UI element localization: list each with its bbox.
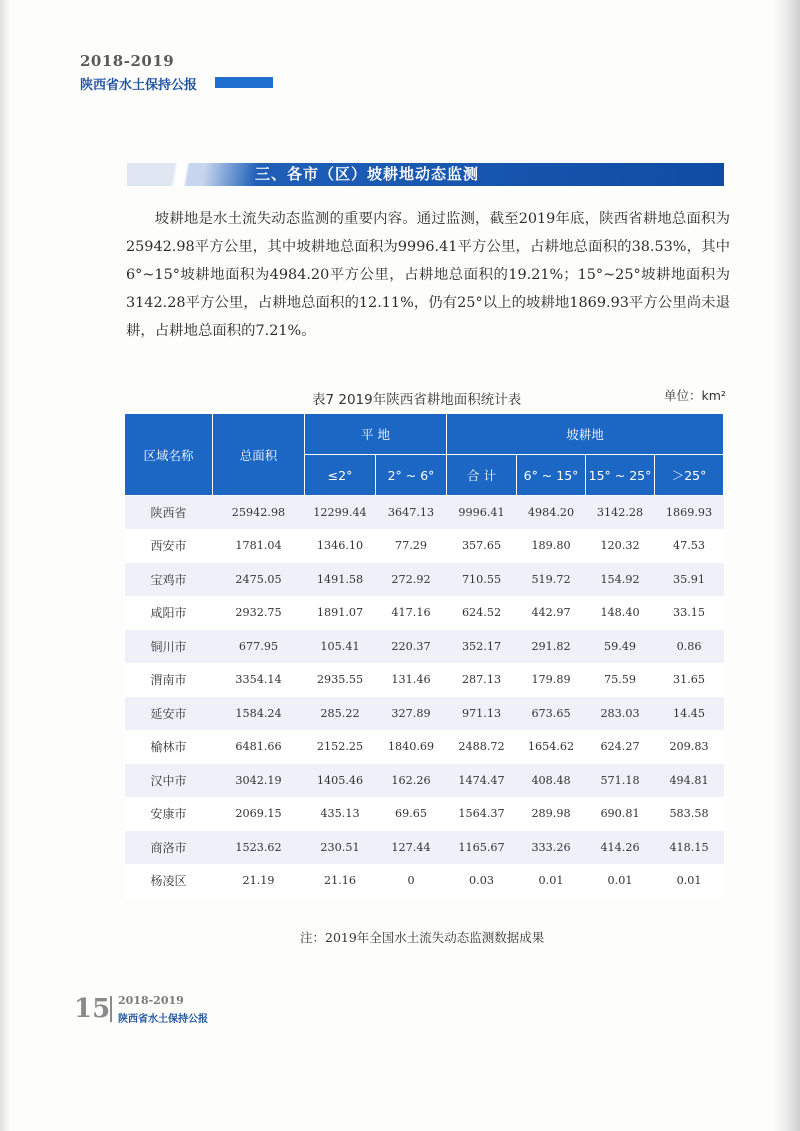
footer-year: 2018-2019: [118, 994, 184, 1007]
cell-slope-sum: 357.65: [447, 529, 517, 563]
cell-slope-gt25: 0.01: [655, 864, 724, 898]
body-paragraph: [126, 205, 730, 345]
cell-region: 杨凌区: [125, 864, 213, 898]
cell-total: 25942.98: [213, 496, 305, 530]
table-row: [125, 563, 724, 597]
cell-slope-15-25: 690.81: [586, 797, 655, 831]
header-total: 总面积: [213, 414, 305, 496]
farmland-area-table: [124, 413, 724, 898]
cell-flat-lt2: 435.13: [305, 797, 376, 831]
cell-slope-15-25: 414.26: [586, 831, 655, 865]
cell-slope-15-25: 571.18: [586, 764, 655, 798]
cell-total: 3042.19: [213, 764, 305, 798]
cell-slope-6-15: 189.80: [517, 529, 586, 563]
cell-slope-6-15: 442.97: [517, 596, 586, 630]
cell-slope-gt25: 209.83: [655, 730, 724, 764]
cell-flat-2-6: 417.16: [376, 596, 447, 630]
cell-flat-2-6: 1840.69: [376, 730, 447, 764]
cell-total: 2475.05: [213, 563, 305, 597]
table-row: [125, 697, 724, 731]
cell-total: 1781.04: [213, 529, 305, 563]
cell-region: 渭南市: [125, 663, 213, 697]
cell-flat-lt2: 230.51: [305, 831, 376, 865]
cell-region: 安康市: [125, 797, 213, 831]
cell-slope-gt25: 47.53: [655, 529, 724, 563]
cell-slope-6-15: 4984.20: [517, 496, 586, 530]
cell-slope-sum: 1474.47: [447, 764, 517, 798]
cell-slope-gt25: 583.58: [655, 797, 724, 831]
cell-slope-sum: 352.17: [447, 630, 517, 664]
scan-left-shadow: [0, 0, 10, 1131]
header-flat: 平 地: [305, 414, 447, 455]
cell-region: 延安市: [125, 697, 213, 731]
cell-slope-15-25: 3142.28: [586, 496, 655, 530]
header-flat-2-6: 2° ~ 6°: [376, 455, 447, 496]
cell-slope-gt25: 494.81: [655, 764, 724, 798]
cell-flat-lt2: 1346.10: [305, 529, 376, 563]
cell-slope-gt25: 14.45: [655, 697, 724, 731]
cell-flat-lt2: 285.22: [305, 697, 376, 731]
header-year: 2018-2019: [80, 52, 175, 70]
header-slope-sum: 合 计: [447, 455, 517, 496]
cell-region: 汉中市: [125, 764, 213, 798]
cell-slope-sum: 2488.72: [447, 730, 517, 764]
cell-slope-sum: 1165.67: [447, 831, 517, 865]
cell-flat-2-6: 272.92: [376, 563, 447, 597]
cell-total: 1584.24: [213, 697, 305, 731]
cell-flat-2-6: 131.46: [376, 663, 447, 697]
cell-flat-2-6: 3647.13: [376, 496, 447, 530]
table-row: [125, 864, 724, 898]
cell-flat-lt2: 1405.46: [305, 764, 376, 798]
cell-slope-gt25: 33.15: [655, 596, 724, 630]
cell-flat-lt2: 1491.58: [305, 563, 376, 597]
header-region: 区域名称: [125, 414, 213, 496]
cell-total: 3354.14: [213, 663, 305, 697]
table-row: [125, 596, 724, 630]
footer-divider: [110, 996, 112, 1022]
cell-flat-2-6: 162.26: [376, 764, 447, 798]
table-row: [125, 663, 724, 697]
cell-total: 21.19: [213, 864, 305, 898]
cell-slope-15-25: 148.40: [586, 596, 655, 630]
cell-total: 677.95: [213, 630, 305, 664]
table-caption: 表7 2019年陕西省耕地面积统计表: [312, 392, 522, 408]
table-row: [125, 630, 724, 664]
cell-region: 榆林市: [125, 730, 213, 764]
cell-flat-lt2: 21.16: [305, 864, 376, 898]
section-title: 三、各市（区）坡耕地动态监测: [255, 165, 480, 183]
cell-slope-sum: 624.52: [447, 596, 517, 630]
cell-region: 陕西省: [125, 496, 213, 530]
header-slope-15-25: 15° ~ 25°: [586, 455, 655, 496]
page-number: 15: [74, 994, 111, 1024]
cell-flat-2-6: 327.89: [376, 697, 447, 731]
cell-slope-6-15: 179.89: [517, 663, 586, 697]
cell-slope-15-25: 283.03: [586, 697, 655, 731]
table-note: 注：2019年全国水土流失动态监测数据成果: [300, 930, 545, 945]
cell-flat-lt2: 12299.44: [305, 496, 376, 530]
table-unit: 单位：km²: [664, 388, 726, 403]
table-row: [125, 730, 724, 764]
cell-slope-gt25: 0.86: [655, 630, 724, 664]
cell-flat-lt2: 2152.25: [305, 730, 376, 764]
footer-title: 陕西省水土保持公报: [118, 1014, 208, 1025]
cell-slope-6-15: 289.98: [517, 797, 586, 831]
cell-slope-15-25: 120.32: [586, 529, 655, 563]
header-slope-6-15: 6° ~ 15°: [517, 455, 586, 496]
cell-slope-sum: 1564.37: [447, 797, 517, 831]
cell-slope-sum: 710.55: [447, 563, 517, 597]
cell-slope-sum: 971.13: [447, 697, 517, 731]
cell-flat-lt2: 1891.07: [305, 596, 376, 630]
cell-total: 2069.15: [213, 797, 305, 831]
cell-region: 铜川市: [125, 630, 213, 664]
cell-slope-6-15: 291.82: [517, 630, 586, 664]
scan-right-shadow: [772, 0, 800, 1131]
cell-slope-sum: 287.13: [447, 663, 517, 697]
cell-region: 宝鸡市: [125, 563, 213, 597]
paragraph-text: 坡耕地是水土流失动态监测的重要内容。通过监测，截至2019年底，陕西省耕地总面积为25942.98平方公里，其中坡耕地总面积为9996.41平方公里，占耕地总面积的38.53%，其中6°~15°坡耕地面积为4984.20平方公里，占耕地总面积的19.21%；15°~25°坡耕地面积为3142.28平方公里，占耕地总面积的12.11%，仍有25°以上的坡耕地1869.93平方公里尚未退耕，占耕地总面积的7.21%。: [126, 211, 730, 339]
cell-flat-2-6: 69.65: [376, 797, 447, 831]
header-title: 陕西省水土保持公报: [80, 78, 198, 93]
cell-slope-6-15: 408.48: [517, 764, 586, 798]
table-row: [125, 496, 724, 530]
cell-slope-6-15: 519.72: [517, 563, 586, 597]
cell-flat-2-6: 77.29: [376, 529, 447, 563]
cell-slope-sum: 0.03: [447, 864, 517, 898]
cell-slope-15-25: 75.59: [586, 663, 655, 697]
cell-flat-2-6: 127.44: [376, 831, 447, 865]
table-row: [125, 797, 724, 831]
cell-slope-sum: 9996.41: [447, 496, 517, 530]
header-slope-gt25: ＞25°: [655, 455, 724, 496]
header-flat-lt2: ≤2°: [305, 455, 376, 496]
table-row: [125, 831, 724, 865]
cell-slope-gt25: 418.15: [655, 831, 724, 865]
cell-slope-gt25: 31.65: [655, 663, 724, 697]
cell-slope-6-15: 1654.62: [517, 730, 586, 764]
cell-total: 2932.75: [213, 596, 305, 630]
cell-region: 西安市: [125, 529, 213, 563]
cell-slope-gt25: 1869.93: [655, 496, 724, 530]
cell-slope-15-25: 154.92: [586, 563, 655, 597]
cell-flat-2-6: 220.37: [376, 630, 447, 664]
cell-slope-6-15: 333.26: [517, 831, 586, 865]
cell-region: 商洛市: [125, 831, 213, 865]
cell-total: 6481.66: [213, 730, 305, 764]
header-slope: 坡耕地: [447, 414, 724, 455]
cell-slope-6-15: 0.01: [517, 864, 586, 898]
cell-total: 1523.62: [213, 831, 305, 865]
cell-flat-lt2: 2935.55: [305, 663, 376, 697]
cell-region: 咸阳市: [125, 596, 213, 630]
cell-slope-6-15: 673.65: [517, 697, 586, 731]
table-row: [125, 764, 724, 798]
cell-slope-15-25: 0.01: [586, 864, 655, 898]
cell-flat-lt2: 105.41: [305, 630, 376, 664]
cell-slope-15-25: 624.27: [586, 730, 655, 764]
header-accent-bar: [215, 77, 273, 88]
table-row: [125, 529, 724, 563]
cell-slope-15-25: 59.49: [586, 630, 655, 664]
cell-slope-gt25: 35.91: [655, 563, 724, 597]
cell-flat-2-6: 0: [376, 864, 447, 898]
